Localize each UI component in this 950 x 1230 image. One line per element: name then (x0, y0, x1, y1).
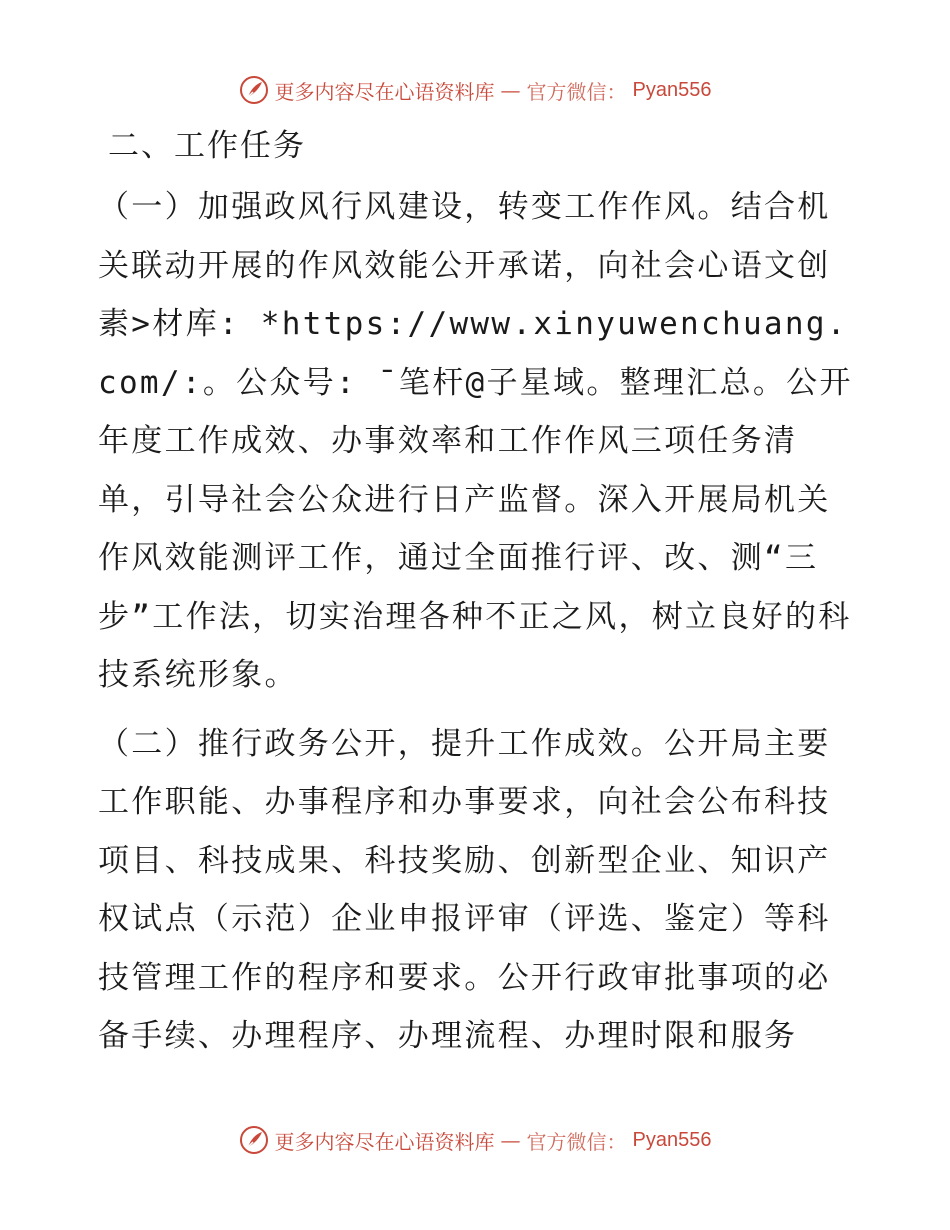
banner-wechat-label: 官方微信： (526, 79, 627, 104)
feather-pen-icon (239, 1125, 269, 1155)
banner-text: 更多内容尽在心语资料库 (274, 79, 495, 104)
header-watermark-banner (0, 70, 950, 110)
section-heading: 二、工作任务 (108, 128, 306, 164)
paragraph-1: （一）加强政风行风建设，转变工作作风。结合机关联动开展的作风效能公开承诺，向社会心语文创素>材库: *https://www.xinyuwenchuang.com/:。公众号: ¯笔杆@子星域。整理汇总。公开年度工作成效、办事效率和工作作风三项任务清单，引导社会公众进行日产监督。深入开展局机关作风效能测评工作，通过全面推行评、改、测“三步”工作法，切实治理各种不正之风，树立良好的科技系统形象。 (98, 189, 853, 693)
document-body (98, 118, 858, 1066)
banner-dash: — (500, 78, 521, 102)
banner-wechat-label: 官方微信： (526, 1129, 627, 1154)
paragraph-2: （二）推行政务公开，提升工作成效。公开局主要工作职能、办事程序和办事要求，向社会公布科技项目、科技成果、科技奖励、创新型企业、知识产权试点（示范）企业申报评审（评选、鉴定）等科技管理工作的程序和要求。公开行政审批事项的必备手续、办理程序、办理流程、办理时限和服务 (98, 725, 831, 1054)
banner-account: Pyan556 (632, 1128, 712, 1151)
banner-text: 更多内容尽在心语资料库 (274, 1129, 495, 1154)
footer-watermark-banner (0, 1120, 950, 1160)
feather-pen-icon (239, 75, 269, 105)
banner-dash: — (500, 1128, 521, 1152)
banner-account: Pyan556 (632, 78, 712, 101)
